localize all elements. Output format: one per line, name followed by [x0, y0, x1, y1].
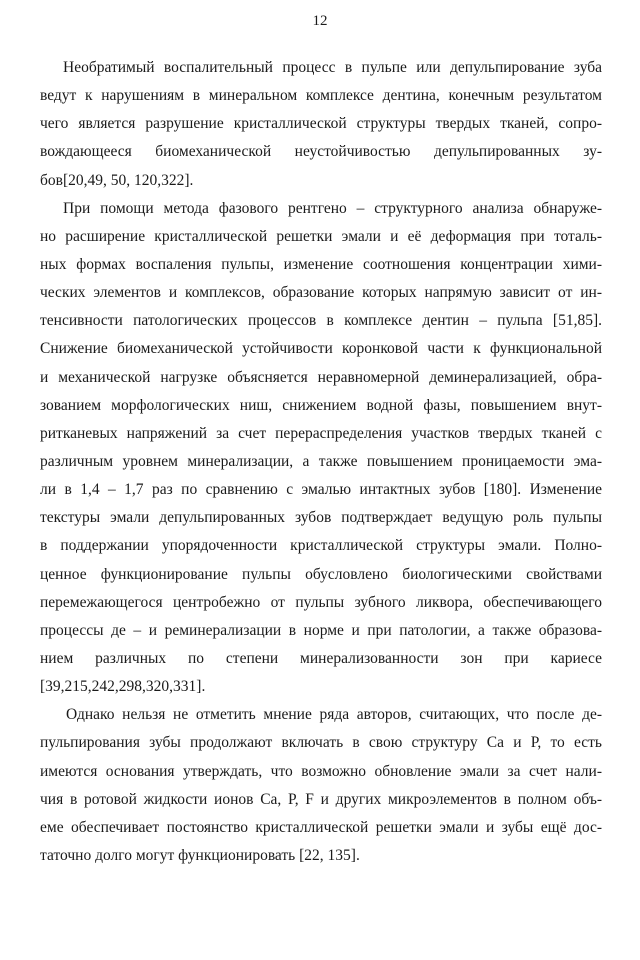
text-line: текстуры эмали депульпированных зубов подтверждает ведущую роль пульпы: [40, 509, 602, 527]
text-line: процессы де – и реминерализации в норме и при патологии, а также образова-: [40, 621, 602, 639]
text-line: ритканевых напряжений за счет перераспределения участков твердых тканей с: [40, 424, 602, 442]
body-text: [40, 54, 602, 870]
text-line: ли в 1,4 – 1,7 раз по сравнению с эмалью интактных зубов [180]. Изменение: [40, 481, 602, 499]
text-line: различным уровнем минерализации, а также повышением проницаемости эма-: [40, 452, 602, 470]
text-line: ценное функционирование пульпы обусловлено биологическими свойствами: [40, 565, 602, 583]
text-line: нием различных по степени минерализованности зон при кариесе: [40, 649, 602, 667]
text-line: чего является разрушение кристаллической структуры твердых тканей, сопро-: [40, 115, 602, 133]
text-line: ных формах воспаления пульпы, изменение соотношения концентрации хими-: [40, 255, 602, 273]
text-line: ческих элементов и комплексов, образование которых напрямую зависит от ин-: [40, 284, 602, 302]
text-line: имеются основания утверждать, что возможно обновление эмали за счет нали-: [40, 762, 602, 780]
text-line: перемежающегося центробежно от пульпы зубного ликвора, обеспечивающего: [40, 593, 602, 611]
text-line: еме обеспечивает постоянство кристаллической решетки эмали и зубы ещё дос-: [40, 818, 602, 836]
text-line: таточно долго могут функционировать [22, 135].: [40, 846, 360, 864]
text-line: но расширение кристаллической решетки эмали и её деформация при тоталь-: [40, 227, 602, 245]
text-line: вождающееся биомеханической неустойчивостью депульпированных зу-: [40, 143, 602, 161]
text-line: [39,215,242,298,320,331].: [40, 678, 206, 696]
text-line: в поддержании упорядоченности кристаллической структуры эмали. Полно-: [40, 537, 602, 555]
text-line: Необратимый воспалительный процесс в пульпе или депульпирование зуба: [63, 59, 602, 76]
text-line: чия в ротовой жидкости ионов Са, Р, F и других микроэлементов в полном объ-: [40, 790, 602, 808]
text-line: пульпирования зубы продолжают включать в свою структуру Са и Р, то есть: [40, 734, 602, 752]
text-line: бов[20,49, 50, 120,322].: [40, 171, 194, 189]
text-line: Однако нельзя не отметить мнение ряда авторов, считающих, что после де-: [66, 706, 602, 724]
text-line: ведут к нарушениям в минеральном комплексе дентина, конечным результатом: [40, 87, 602, 105]
text-line: тенсивности патологических процессов в комплексе дентин – пульпа [51,85].: [40, 312, 602, 330]
text-line: Снижение биомеханической устойчивости коронковой части к функциональной: [40, 340, 602, 358]
page-number: 12: [312, 13, 328, 29]
text-line: зованием морфологических ниш, снижением водной фазы, повышением внут-: [40, 396, 602, 414]
text-line: и механической нагрузке объясняется неравномерной деминерализацией, обра-: [40, 368, 602, 386]
text-line: При помощи метода фазового рентгено – структурного анализа обнаруже-: [63, 199, 602, 217]
